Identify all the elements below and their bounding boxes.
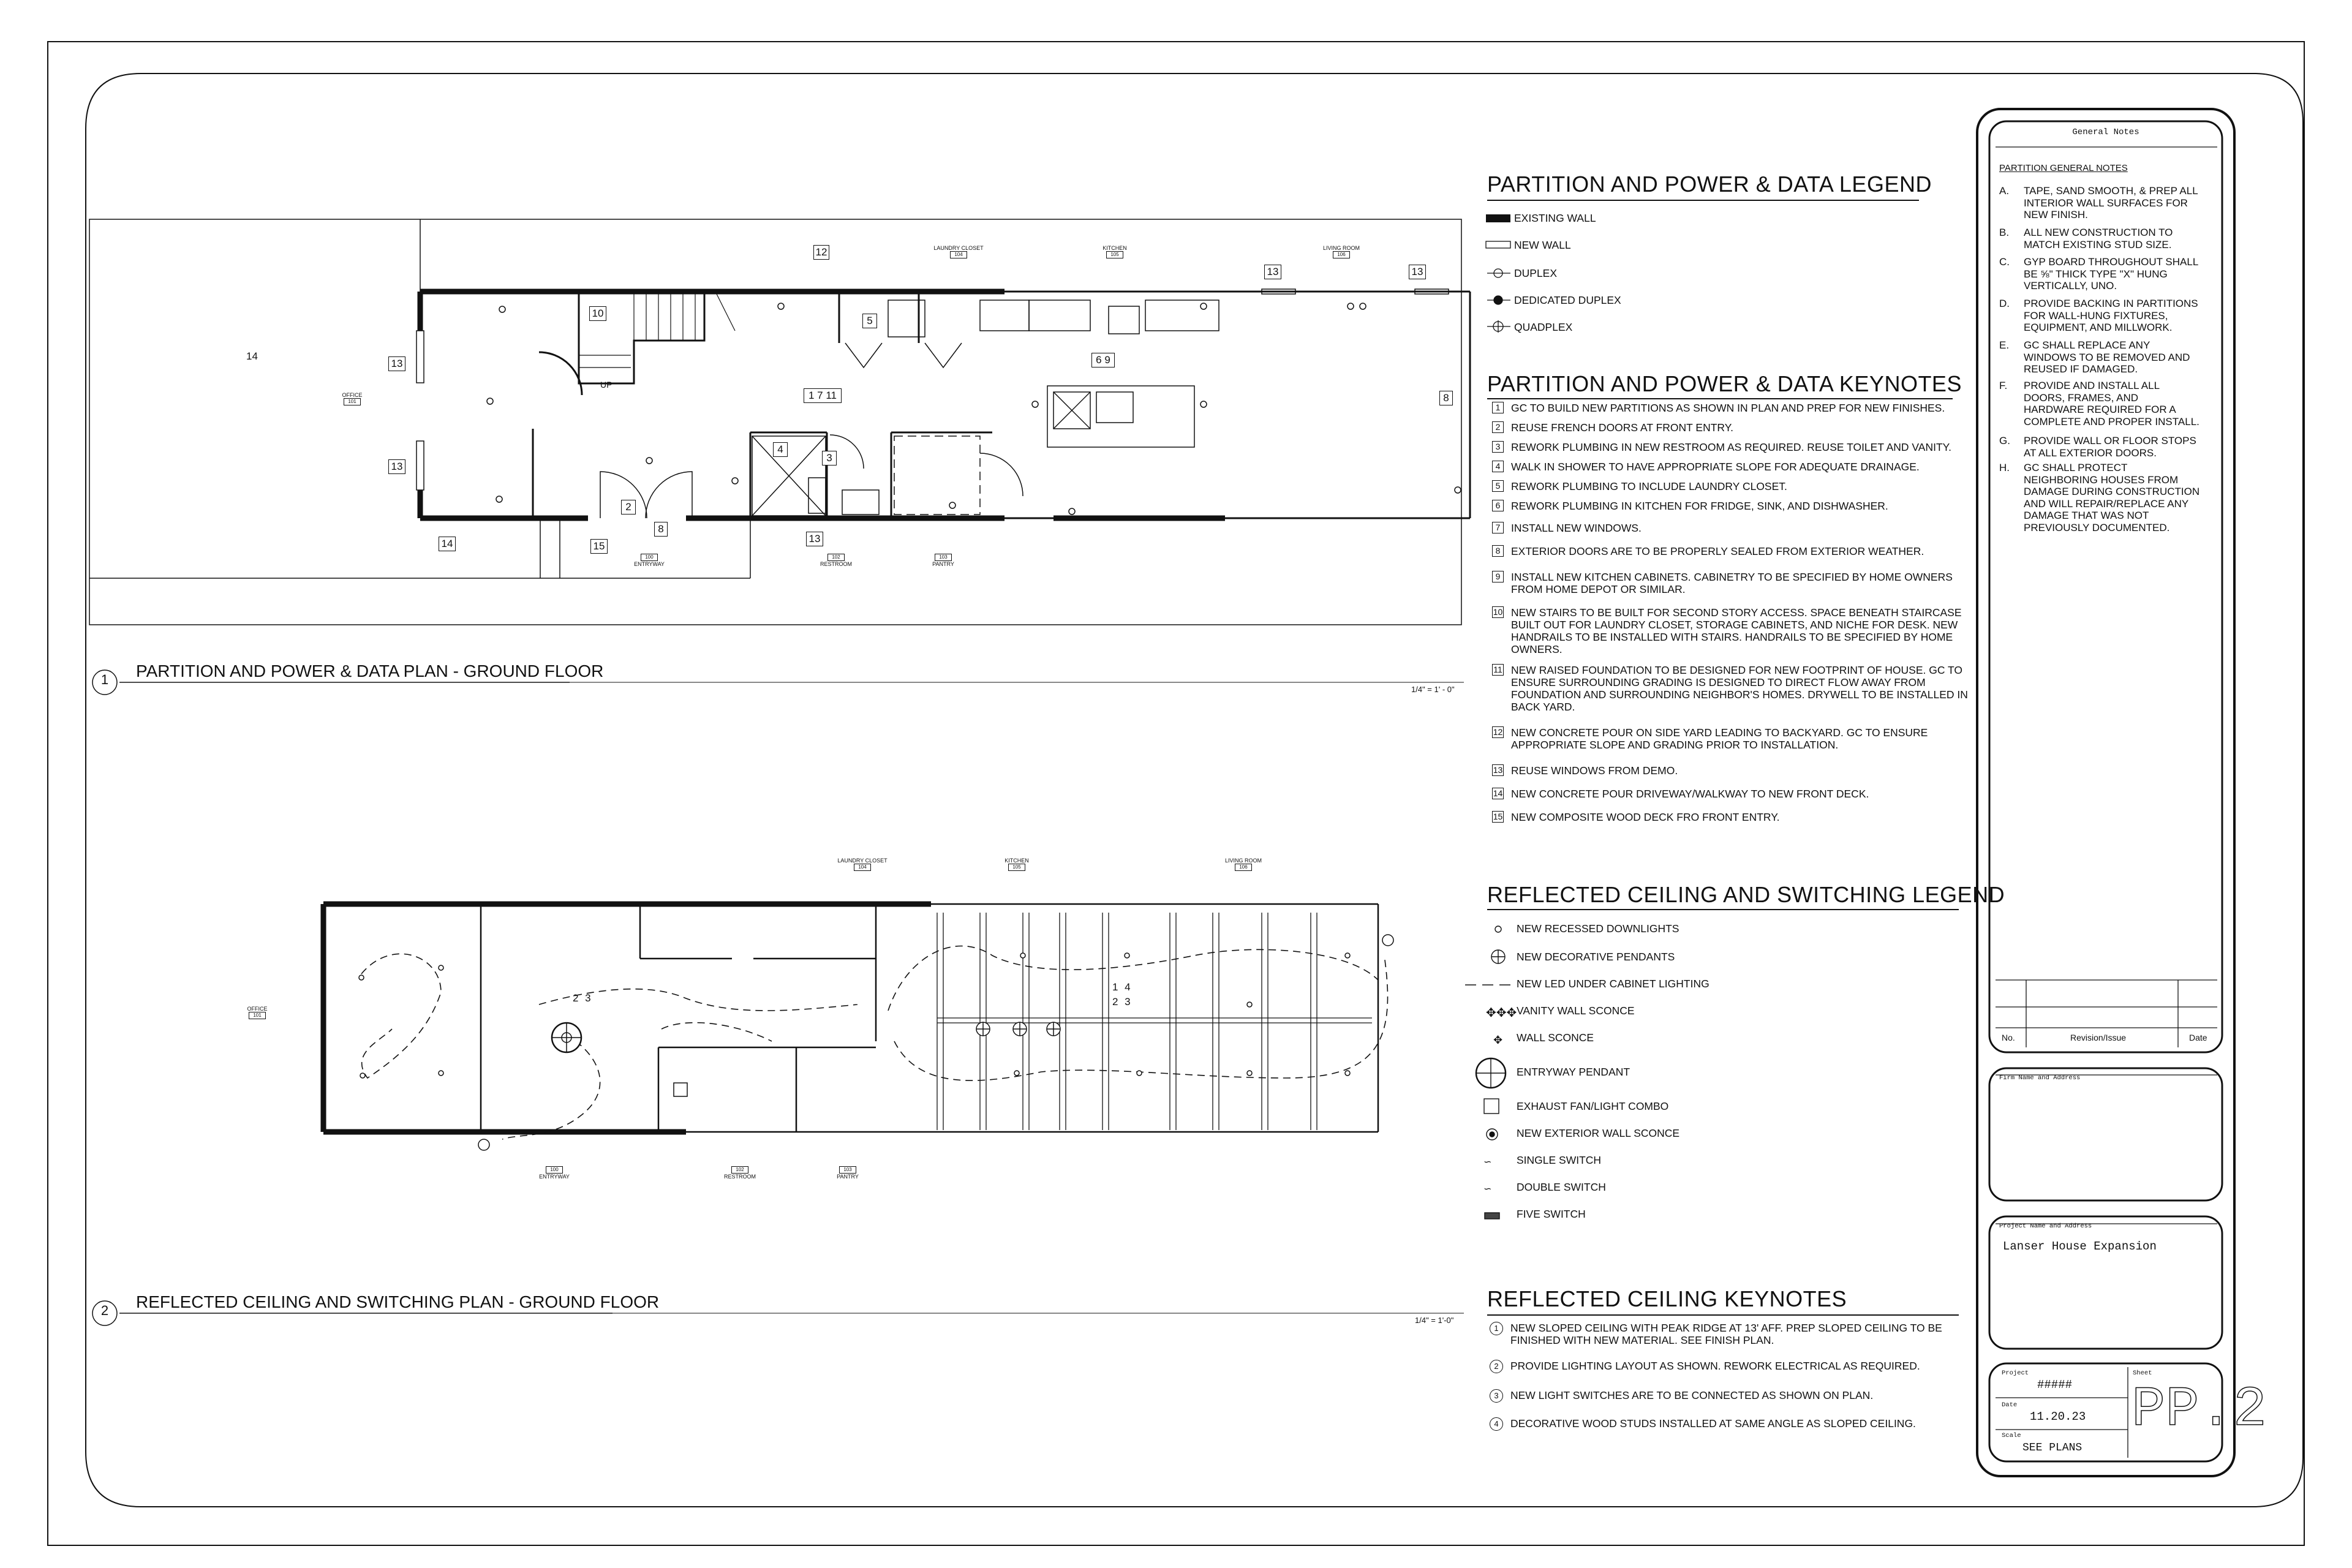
tb-project-value: #####: [2037, 1378, 2073, 1392]
general-note-number: B.: [1999, 227, 2010, 238]
partition-keynote-number: 12: [1493, 727, 1503, 737]
plan1-title: PARTITION AND POWER & DATA PLAN - GROUND FLOOR: [136, 662, 604, 680]
general-note: [1999, 462, 2201, 533]
partition-keynote: [1492, 522, 1970, 534]
partition-keynote: [1492, 571, 1970, 595]
general-note-text: GC SHALL REPLACE ANY WINDOWS TO BE REMOVED AND REUSED IF DAMAGED.: [2024, 339, 2190, 375]
plan1-tag: 6 9: [1091, 353, 1115, 368]
drawing-area-border: [86, 74, 2303, 1507]
room-tag-restroom: 102 RESTROOM: [820, 554, 852, 567]
partition-legend-symbols: [1486, 214, 1510, 333]
general-note-text: TAPE, SAND SMOOTH, & PREP ALL INTERIOR WALL SURFACES FOR NEW FINISH.: [2024, 185, 2198, 221]
plan1-scale: 1/4" = 1' - 0": [1411, 685, 1455, 694]
partition-keynote-text: NEW COMPOSITE WOOD DECK FRO FRONT ENTRY.: [1511, 811, 1780, 823]
legend-rule: [1487, 909, 1959, 910]
ceiling-legend-item: [1517, 1066, 1630, 1079]
legend-new-wall: NEW WALL: [1514, 239, 1571, 251]
ceiling-keynote: [1490, 1389, 1967, 1403]
legend-quadplex: QUADPLEX: [1514, 321, 1573, 333]
ceiling-legend-item: [1517, 1181, 1606, 1194]
room-tag-kitchen: KITCHEN 105: [1102, 245, 1127, 257]
ceiling-keynote-text: NEW SLOPED CEILING WITH PEAK RIDGE AT 13' AFF. PREP SLOPED CEILING TO BE FINISHED WITH NEW MATERIAL. SEE FINISH PLAN.: [1510, 1322, 1942, 1346]
ceiling-keynote: [1490, 1322, 1967, 1346]
plan1-tag: 13: [388, 459, 405, 474]
plan1-tag: 14: [246, 350, 258, 362]
plan1-tag: 13: [388, 356, 405, 371]
room-tag-laundry: LAUNDRY CLOSET 104: [933, 245, 984, 257]
tb-scale-value: SEE PLANS: [2022, 1442, 2082, 1454]
ceiling-legend-item: [1517, 951, 1675, 963]
partition-keynote-number: 5: [1492, 480, 1504, 492]
ceiling-legend-item-text: WALL SCONCE: [1517, 1031, 1594, 1044]
room-tag-living: LIVING ROOM 106: [1224, 858, 1262, 870]
general-note-text: PROVIDE WALL OR FLOOR STOPS AT ALL EXTERIOR DOORS.: [2024, 435, 2196, 459]
tb-sheet-label: Sheet: [2133, 1370, 2152, 1377]
ceiling-keynote-text: PROVIDE LIGHTING LAYOUT AS SHOWN. REWORK ELECTRICAL AS REQUIRED.: [1510, 1360, 1920, 1372]
partition-keynote-number: 14: [1493, 788, 1503, 798]
ceiling-keynote-text: NEW LIGHT SWITCHES ARE TO BE CONNECTED AS SHOWN ON PLAN.: [1510, 1389, 1874, 1401]
partition-keynote: [1492, 664, 1970, 713]
ceiling-legend-item: [1517, 1154, 1601, 1167]
room-tag-living: LIVING ROOM 106: [1322, 245, 1360, 257]
general-note-number: E.: [1999, 339, 2010, 351]
partition-keynote-number: 11: [1492, 664, 1504, 676]
ceiling-legend-item: [1517, 1100, 1668, 1113]
plan1-tag: 15: [590, 539, 608, 554]
svg-text:✥✥✥: ✥✥✥: [1486, 1005, 1517, 1020]
partition-keynote-text: REWORK PLUMBING TO INCLUDE LAUNDRY CLOSET.: [1511, 480, 1787, 492]
partition-keynote: [1492, 441, 1970, 453]
project-name: Lanser House Expansion: [2003, 1240, 2157, 1253]
ceiling-legend-item-text: FIVE SWITCH: [1517, 1208, 1586, 1220]
tb-scale-label: Scale: [2002, 1432, 2021, 1439]
plan1-drawing: [89, 219, 1470, 695]
general-note: [1999, 380, 2201, 428]
room-tag-kitchen: KITCHEN 105: [1005, 858, 1029, 870]
partition-keynote-number: 10: [1493, 607, 1503, 617]
plan2-scale: 1/4" = 1'-0": [1415, 1316, 1454, 1325]
ceiling-keynote-number: 4: [1490, 1417, 1503, 1431]
revision-date-label: Date: [2189, 1033, 2207, 1042]
plan1-tag: 13: [1409, 265, 1426, 279]
partition-keynote-text: INSTALL NEW KITCHEN CABINETS. CABINETRY TO BE SPECIFIED BY HOME OWNERS FROM HOME DEPOT OR SIMILAR.: [1511, 571, 1953, 595]
partition-keynote: [1492, 402, 1970, 414]
partition-keynote-number: 9: [1492, 571, 1504, 582]
ceiling-legend-item-text: NEW RECESSED DOWNLIGHTS: [1517, 922, 1679, 935]
project-label: Project Name and Address: [1999, 1223, 2092, 1230]
ceiling-legend-item-text: NEW LED UNDER CABINET LIGHTING: [1517, 978, 1709, 990]
partition-keynote: [1492, 421, 1970, 434]
partition-keynote: [1492, 545, 1970, 557]
partition-legend-title: PARTITION AND POWER & DATA LEGEND: [1487, 172, 1932, 197]
general-note-text: PROVIDE AND INSTALL ALL DOORS, FRAMES, AND HARDWARE REQUIRED FOR A COMPLETE AND PROPER INSTALL.: [2024, 380, 2199, 428]
partition-keynote: [1492, 811, 1970, 823]
partition-keynote-text: REUSE FRENCH DOORS AT FRONT ENTRY.: [1511, 421, 1734, 434]
ceiling-legend-item-text: EXHAUST FAN/LIGHT COMBO: [1517, 1100, 1669, 1112]
general-note-number: G.: [1999, 435, 2010, 447]
plan1-tag: 3: [822, 451, 837, 466]
partition-keynote: [1492, 788, 1970, 800]
ceiling-legend-item-text: DOUBLE SWITCH: [1517, 1181, 1606, 1193]
general-note-number: A.: [1999, 185, 2010, 197]
legend-rule: [1487, 398, 1953, 399]
plan1-tag: 13: [806, 532, 823, 546]
partition-keynote-number: 2: [1492, 421, 1504, 433]
ceiling-keynote-number: 2: [1490, 1360, 1503, 1373]
ceiling-legend-item: [1517, 922, 1679, 935]
ceiling-legend-item-text: NEW EXTERIOR WALL SCONCE: [1517, 1127, 1680, 1139]
ceiling-legend-item-text: VANITY WALL SCONCE: [1517, 1005, 1635, 1017]
ceiling-legend-item: [1517, 1208, 1586, 1221]
partition-keynote-text: REWORK PLUMBING IN KITCHEN FOR FRIDGE, SINK, AND DISHWASHER.: [1511, 500, 1888, 512]
partition-keynote-number: 8: [1492, 545, 1504, 557]
general-note-text: GYP BOARD THROUGHOUT SHALL BE ⅝" THICK TYPE "X" HUNG VERTICALLY, UNO.: [2024, 256, 2198, 292]
plan1-tag: 13: [1264, 265, 1281, 279]
partition-keynote-number: 1: [1492, 402, 1504, 413]
plan1-tag: 10: [589, 306, 606, 321]
plan2-title: REFLECTED CEILING AND SWITCHING PLAN - GROUND FLOOR: [136, 1292, 660, 1311]
partition-keynote-text: INSTALL NEW WINDOWS.: [1511, 522, 1642, 534]
partition-keynote-text: NEW STAIRS TO BE BUILT FOR SECOND STORY ACCESS. SPACE BENEATH STAIRCASE BUILT OUT FOR LAUNDRY CLOSET, STORAGE CABINETS, AND NICHE FOR DESK. NEW HANDRAILS TO BE INSTALLED WITH STAIRS. HANDRAILS TO BE SPECIFIED BY HOME OWNERS.: [1511, 606, 1962, 655]
plan2-drawing: [92, 904, 1464, 1325]
partition-keynote-number: 4: [1492, 461, 1504, 472]
firm-label: Firm Name and Address: [1999, 1074, 2081, 1082]
general-note-number: F.: [1999, 380, 2008, 391]
room-tag-pantry: 103 PANTRY: [932, 554, 954, 567]
plan1-tag: 12: [813, 245, 829, 260]
tb-sheet-value: PP.2: [2132, 1378, 2267, 1442]
room-tag-restroom: 102 RESTROOM: [723, 1167, 756, 1180]
general-note: [1999, 227, 2201, 251]
ceiling-keynote-text: DECORATIVE WOOD STUDS INSTALLED AT SAME ANGLE AS SLOPED CEILING.: [1510, 1417, 1916, 1430]
general-note: [1999, 339, 2201, 375]
legend-dedicated-duplex: DEDICATED DUPLEX: [1514, 294, 1621, 306]
ceiling-keynote: [1490, 1360, 1967, 1373]
plan1-tag: 14: [439, 537, 456, 551]
partition-keynote-number: 13: [1493, 765, 1503, 775]
partition-keynote-number: 15: [1493, 812, 1503, 821]
ceiling-keynotes-title: REFLECTED CEILING KEYNOTES: [1487, 1286, 1847, 1311]
general-notes-subtitle: PARTITION GENERAL NOTES: [1999, 163, 2128, 173]
general-note-text: ALL NEW CONSTRUCTION TO MATCH EXISTING STUD SIZE.: [2024, 227, 2173, 251]
svg-text:∽: ∽: [1483, 1183, 1492, 1194]
room-tag-entryway: 100 ENTRYWAY: [634, 554, 665, 567]
ceiling-legend-item-text: ENTRYWAY PENDANT: [1517, 1066, 1630, 1078]
plan1-tag: 5: [862, 314, 877, 328]
ceiling-legend-item: [1517, 1005, 1635, 1017]
general-note: [1999, 185, 2201, 221]
general-note-number: H.: [1999, 462, 2010, 473]
plan2-keynote-tag: 2 3: [1112, 996, 1133, 1008]
room-tag-pantry: 103 PANTRY: [837, 1167, 859, 1180]
partition-keynote-text: NEW CONCRETE POUR DRIVEWAY/WALKWAY TO NEW FRONT DECK.: [1511, 788, 1869, 800]
general-note-text: GC SHALL PROTECT NEIGHBORING HOUSES FROM DAMAGE DURING CONSTRUCTION AND WILL REPAIR/REPLACE ANY DAMAGE THAT WAS NOT PREVIOUSLY DOCUMENTED.: [2024, 462, 2200, 533]
stair-up-label: UP: [600, 380, 612, 390]
partition-keynote-number: 3: [1492, 441, 1504, 453]
ceiling-legend-item: [1517, 978, 1709, 990]
legend-rule: [1487, 200, 1919, 201]
ceiling-keynote-number: 1: [1490, 1322, 1503, 1335]
partition-keynote-number: 6: [1492, 500, 1504, 511]
general-note-number: C.: [1999, 256, 2010, 268]
ceiling-keynote-number: 3: [1490, 1389, 1503, 1403]
partition-keynote: [1492, 461, 1970, 473]
general-note: [1999, 435, 2201, 459]
ceiling-legend-symbols: [1465, 926, 1517, 1219]
tb-date-label: Date: [2002, 1401, 2018, 1409]
revision-issue-label: Revision/Issue: [2070, 1033, 2127, 1042]
tb-project-label: Project: [2002, 1370, 2029, 1377]
plan1-tag: 4: [773, 442, 788, 457]
partition-keynote-text: REWORK PLUMBING IN NEW RESTROOM AS REQUIRED. REUSE TOILET AND VANITY.: [1511, 441, 1951, 453]
general-note: [1999, 298, 2201, 334]
plan1-tag: 8: [1439, 391, 1453, 405]
general-note-number: D.: [1999, 298, 2010, 309]
partition-keynote-text: EXTERIOR DOORS ARE TO BE PROPERLY SEALED FROM EXTERIOR WEATHER.: [1511, 545, 1924, 557]
partition-keynote: [1492, 500, 1970, 512]
svg-text:✥: ✥: [1493, 1034, 1503, 1047]
partition-keynotes-title: PARTITION AND POWER & DATA KEYNOTES: [1487, 371, 1962, 396]
plan2-keynote-tag: 2 3: [573, 992, 593, 1004]
plan1-tag: 2: [621, 500, 636, 514]
general-notes-header: General Notes: [2072, 127, 2139, 137]
legend-duplex: DUPLEX: [1514, 267, 1558, 279]
legend-existing-wall: EXISTING WALL: [1514, 212, 1596, 224]
partition-keynote: [1492, 726, 1970, 751]
partition-keynote-text: GC TO BUILD NEW PARTITIONS AS SHOWN IN PLAN AND PREP FOR NEW FINISHES.: [1511, 402, 1945, 414]
svg-text:∽: ∽: [1483, 1156, 1492, 1167]
partition-keynote-text: NEW CONCRETE POUR ON SIDE YARD LEADING TO BACKYARD. GC TO ENSURE APPROPRIATE SLOPE AND GRADING PRIOR TO INSTALLATION.: [1511, 726, 1928, 751]
partition-keynote-number: 7: [1492, 522, 1504, 533]
tb-date-value: 11.20.23: [2030, 1410, 2086, 1423]
plan2-keynote-tag: 1 4: [1112, 981, 1133, 993]
room-tag-laundry: LAUNDRY CLOSET 104: [837, 858, 888, 870]
ceiling-legend-item-text: SINGLE SWITCH: [1517, 1154, 1602, 1166]
ceiling-keynote: [1490, 1417, 1967, 1431]
plan1-tag: 8: [654, 522, 668, 537]
revision-no-label: No.: [2002, 1033, 2015, 1042]
room-tag-office: OFFICE 101: [247, 1006, 268, 1018]
partition-keynote: [1492, 764, 1970, 777]
ceiling-legend-title: REFLECTED CEILING AND SWITCHING LEGEND: [1487, 882, 2005, 907]
room-tag-entryway: 100 ENTRYWAY: [539, 1167, 570, 1180]
partition-keynote-text: WALK IN SHOWER TO HAVE APPROPRIATE SLOPE FOR ADEQUATE DRAINAGE.: [1511, 461, 1920, 473]
ceiling-legend-item-text: NEW DECORATIVE PENDANTS: [1517, 951, 1675, 963]
plan1-number: 1: [100, 672, 109, 687]
ceiling-legend-item: [1517, 1031, 1594, 1044]
partition-keynote: [1492, 480, 1970, 492]
partition-keynote-text: REUSE WINDOWS FROM DEMO.: [1511, 764, 1678, 777]
general-note-text: PROVIDE BACKING IN PARTITIONS FOR WALL-HUNG FIXTURES, EQUIPMENT, AND MILLWORK.: [2024, 298, 2198, 333]
partition-keynote: [1492, 606, 1970, 655]
legend-rule: [1487, 1314, 1959, 1316]
general-note: [1999, 256, 2201, 292]
plan1-tag: 1 7 11: [804, 388, 842, 403]
ceiling-legend-item: [1517, 1127, 1679, 1140]
partition-keynote-text: NEW RAISED FOUNDATION TO BE DESIGNED FOR NEW FOOTPRINT OF HOUSE. GC TO ENSURE SURROUNDING GRADING IS DESIGNED TO DIRECT FLOW AWAY FROM FOUNDATION AND SURROUNDING NEIGHBOR'S HOMES. DRYWELL TO BE INSTALLED IN BACK YARD.: [1511, 664, 1968, 713]
room-tag-office: OFFICE 101: [342, 392, 363, 404]
plan2-number: 2: [100, 1303, 109, 1318]
